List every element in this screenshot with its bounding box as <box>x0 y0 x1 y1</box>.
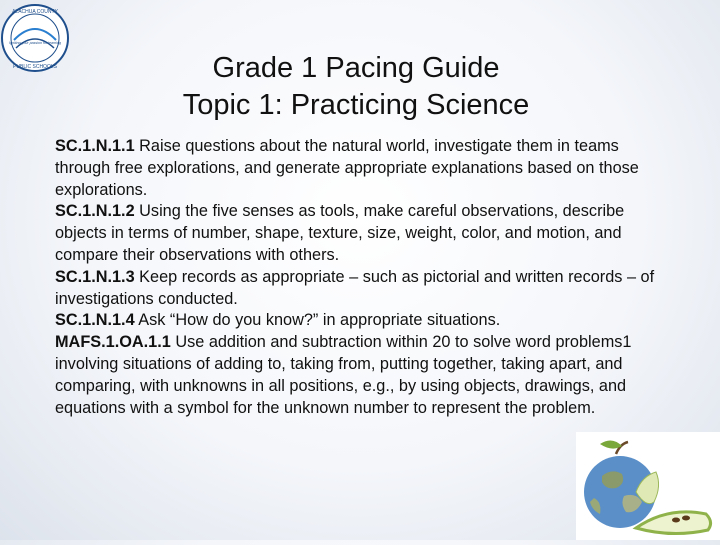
standard-text: Use addition and subtraction within 20 to solve word problems1 involving situations of adding to, taking from, putting together, taking apart, and comparing, with unknowns in all positions, e.g., by using objects, drawings, and equations with a symbol for the unknown number to represent the problem. <box>55 333 632 417</box>
logo-bottom-text: PUBLIC SCHOOLS <box>13 64 57 70</box>
standard-item <box>55 310 675 332</box>
standard-text: Keep records as appropriate – such as pictorial and written records – of investigations conducted. <box>55 267 655 308</box>
standard-text: Using the five senses as tools, make careful observations, describe objects in terms of number, shape, texture, size, weight, color, and motion, and compare their observations with others. <box>55 202 625 264</box>
standard-code: SC.1.N.1.3 <box>55 267 135 286</box>
page-title <box>0 50 712 124</box>
title-line-1: Grade 1 Pacing Guide <box>212 52 500 84</box>
standard-code: SC.1.N.1.1 <box>55 137 135 155</box>
logo-top-text: ALACHUA COUNTY <box>12 9 58 15</box>
earth-apple-image <box>576 432 720 540</box>
logo-middle-text: Igniting your passion for learning <box>9 41 61 45</box>
standard-code: SC.1.N.1.4 <box>55 311 135 330</box>
standard-item <box>55 136 675 201</box>
earth-apple-icon <box>576 432 720 540</box>
standards-list <box>55 136 675 419</box>
standard-text: Ask “How do you know?” in appropriate situations. <box>134 311 501 330</box>
standard-code: MAFS.1.OA.1.1 <box>55 333 171 352</box>
standard-text: Raise questions about the natural world, investigate them in teams through free explorations, and generate appropriate explanations based on those explorations. <box>55 137 639 199</box>
title-line-2: Topic 1: Practicing Science <box>182 89 530 121</box>
standard-item <box>55 201 675 266</box>
standard-item <box>55 267 675 311</box>
standard-item <box>55 332 675 419</box>
standard-code: SC.1.N.1.2 <box>55 202 135 221</box>
